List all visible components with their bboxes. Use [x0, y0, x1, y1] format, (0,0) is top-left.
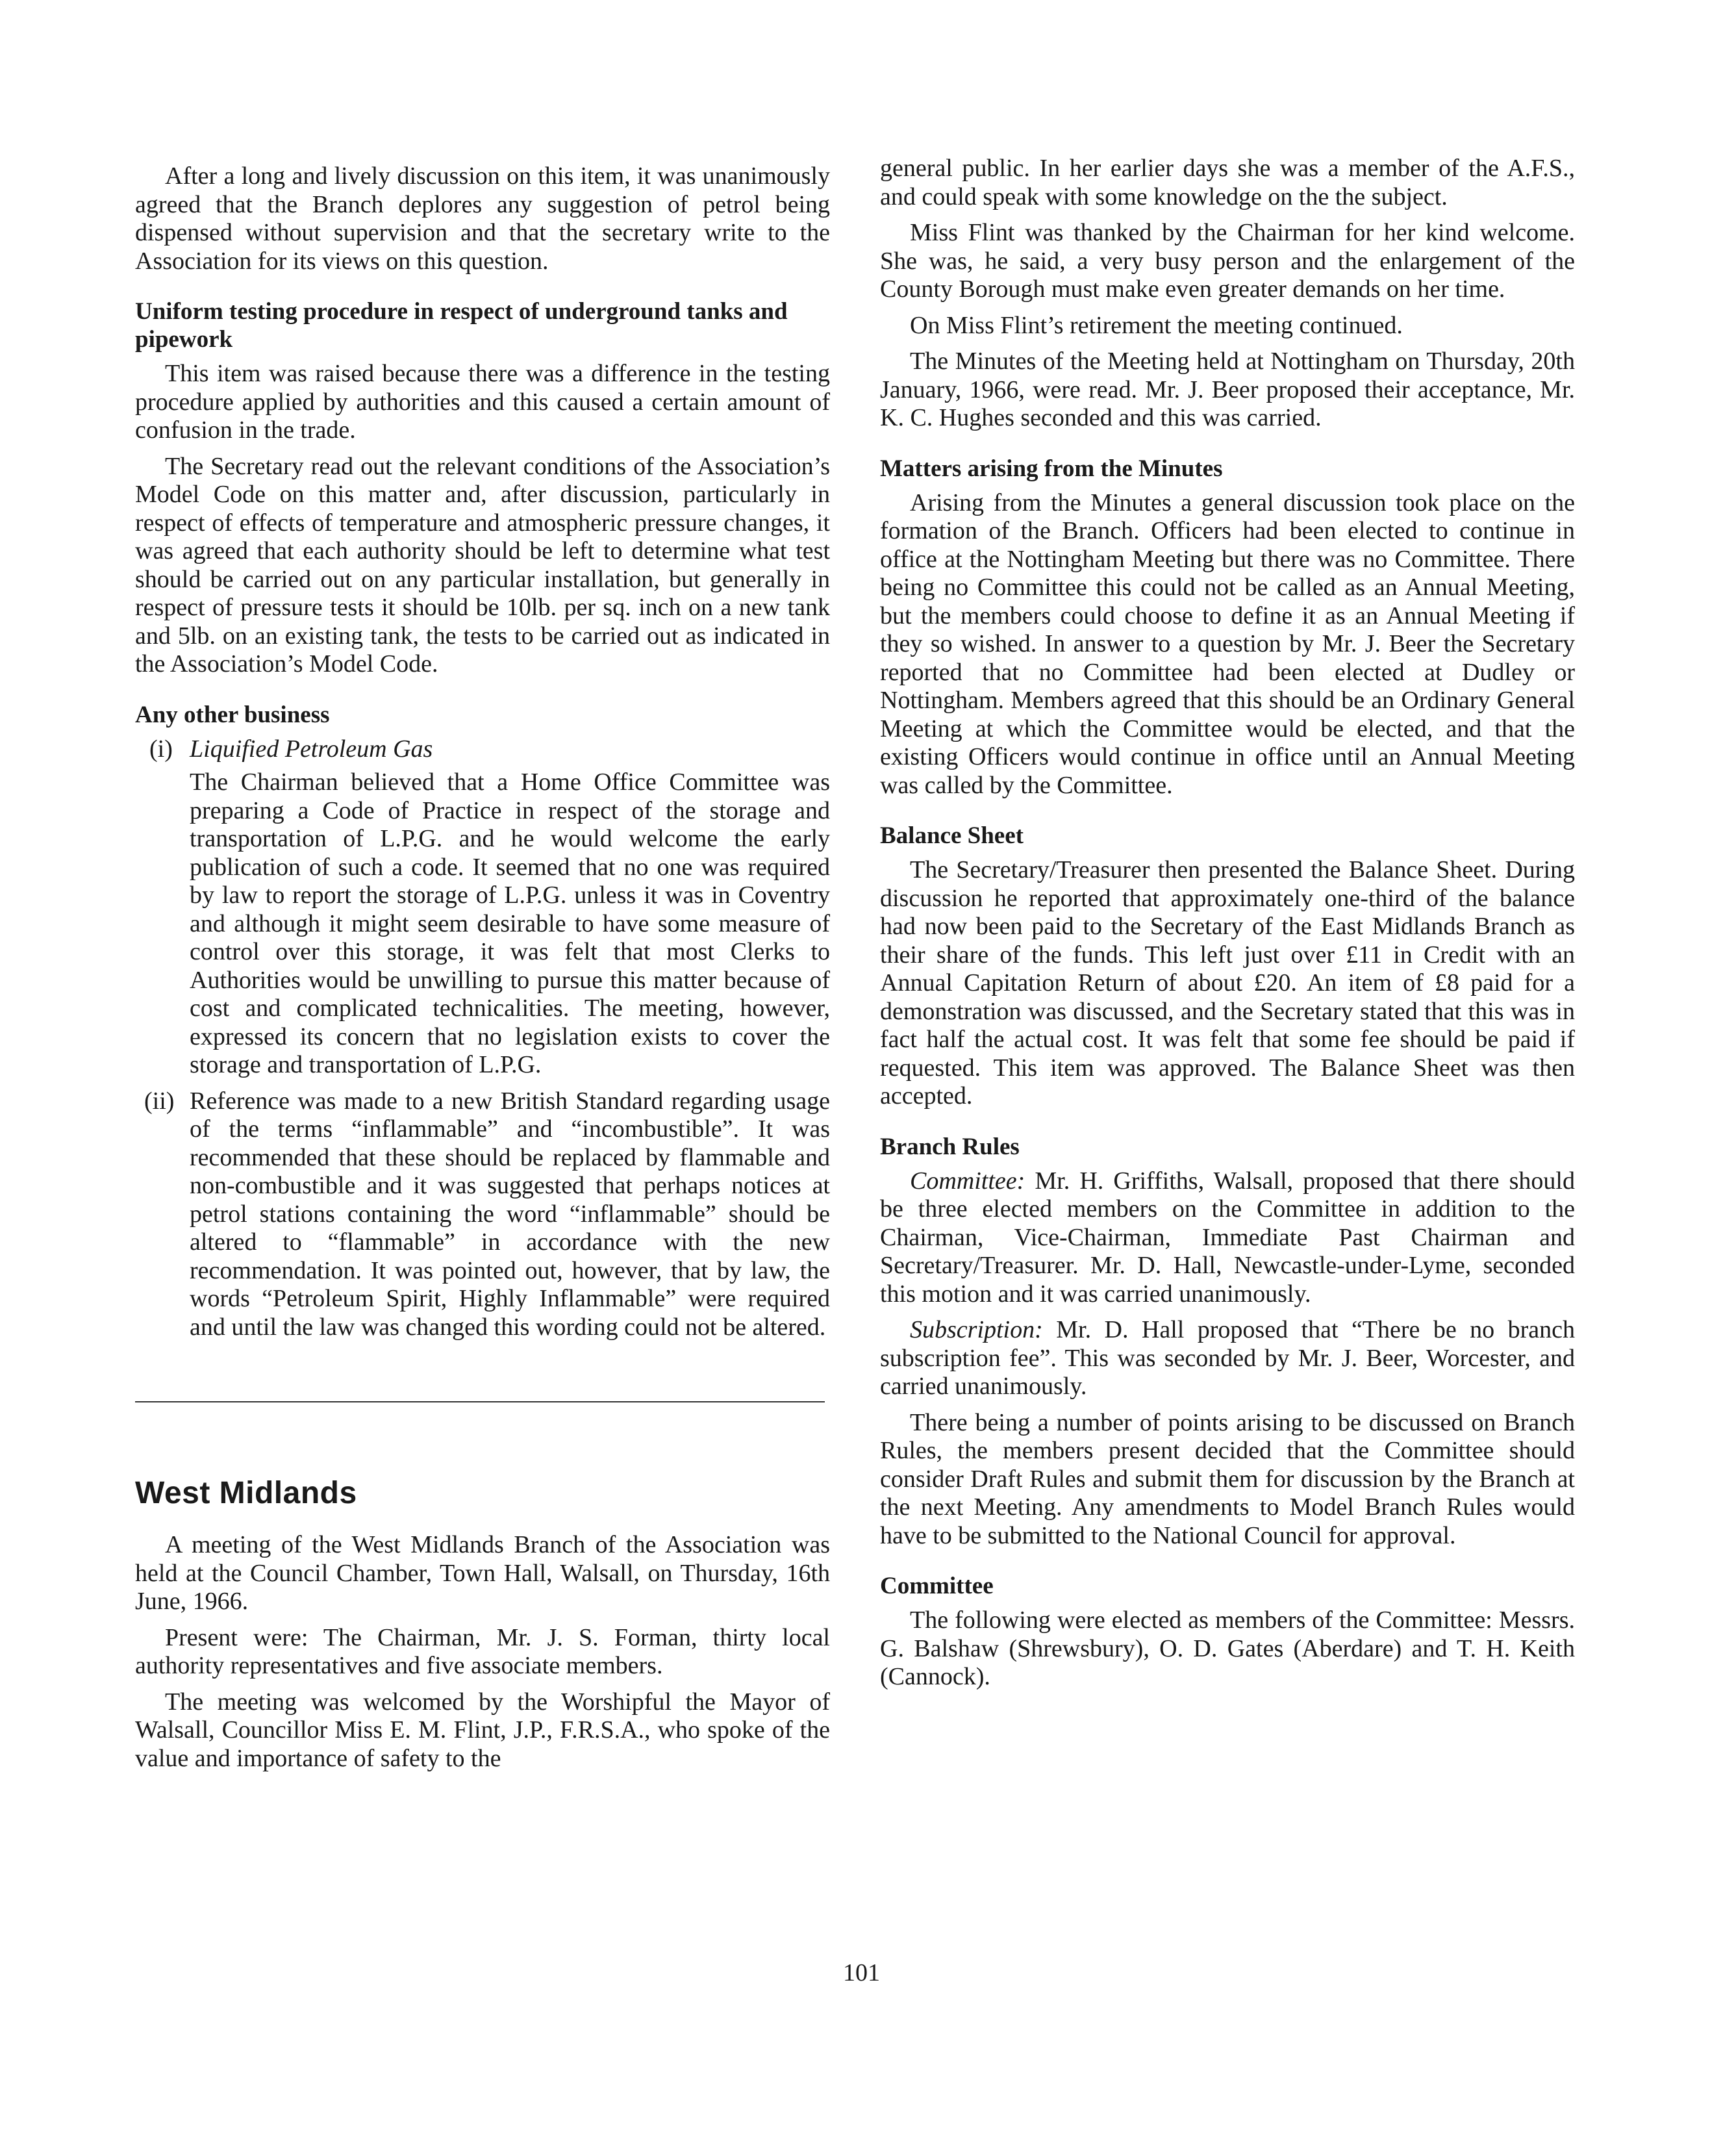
- paragraph: A meeting of the West Midlands Branch of the Association was held at the Council Chamber, Town Hall, Walsall, on Thursday, 16th June, 1966.: [135, 1531, 830, 1615]
- paragraph: general public. In her earlier days she was a member of the A.F.S., and could speak with some knowledge on the the subject.: [880, 155, 1575, 210]
- paragraph: On Miss Flint’s retirement the meeting continued.: [910, 311, 1403, 339]
- list-item-text: The Chairman believed that a Home Office Committee was preparing a Code of Practice in respect of the storage and transportation of L.P.G. and he would welcome the early publication of such a code. It seemed that no one was required by law to report the storage of L.P.G. unless it was in Coventry and although it might seem desirable to have some measure of control over this storage, it was felt that most Clerks to Authorities would be unwilling to pursue this matter because of cost and complicated technicalities. The meeting, however, expressed its concern that no legislation exists to cover the storage and transportation of L.P.G.: [190, 768, 830, 1078]
- heading-branch-rules: Branch Rules: [880, 1133, 1020, 1160]
- section-title-west-midlands: West Midlands: [135, 1476, 357, 1510]
- list-item-body: [190, 735, 830, 1080]
- left-column: [135, 162, 830, 1781]
- paragraph: [880, 1316, 1575, 1401]
- committee-text: Mr. H. Griffiths, Walsall, proposed that there should be three elected members on the Committee in addition to the Chairman, Vice-Chairman, Immediate Past Chairman and Secretary/Treasurer. Mr. D. Hall, Newcastle-under-Lyme, seconded this motion and it was carried unanimously.: [880, 1167, 1575, 1308]
- paragraph: The Secretary/Treasurer then presented the Balance Sheet. During discussion he reported that approximately one-third of the balance had now been paid to the Secretary of the East Midlands Branch as their share of the funds. This left just over £11 in Credit with an Annual Capitation Return of about £20. An item of £8 paid for a demonstration was discussed, and the Secretary stated that this was in fact half the actual cost. It was felt that some fee should be paid if requested. This item was approved. The Balance Sheet was then accepted.: [880, 856, 1575, 1110]
- heading-uniform-testing: Uniform testing procedure in respect of underground tanks and pipework: [135, 298, 788, 353]
- page-number: 101: [843, 1959, 880, 1986]
- list-item-text: Reference was made to a new British Standard regarding usage of the terms “inflammable” and “incombustible”. It was recommended that these should be replaced by flammable and non-combustible and it was suggested that perhaps notices at petrol stations containing the word “inflammable” should be altered to “flammable” in accordance with the new recommendation. It was pointed out, however, that by law, the words “Petroleum Spirit, Highly Inflammable” were required and until the law was changed this wording could not be altered.: [190, 1087, 830, 1341]
- committee-label: Committee:: [910, 1167, 1025, 1195]
- heading-balance-sheet: Balance Sheet: [880, 822, 1024, 849]
- paragraph: There being a number of points arising to be discussed on Branch Rules, the members present decided that the Committee should consider Draft Rules and submit them for discussion by the Branch at the next Meeting. Any amendments to Model Branch Rules would have to be submitted to the National Council for approval.: [880, 1408, 1575, 1549]
- section-divider: [135, 1401, 825, 1402]
- heading-other-business: Any other business: [135, 701, 330, 728]
- heading-committee: Committee: [880, 1573, 994, 1599]
- list-item-title: Liquified Petroleum Gas: [190, 735, 433, 763]
- list-item-number: (i): [149, 735, 173, 763]
- paragraph: The meeting was welcomed by the Worshipful the Mayor of Walsall, Councillor Miss E. M. Flint, J.P., F.R.S.A., who spoke of the value and importance of safety to the: [135, 1688, 830, 1772]
- right-column: [880, 155, 1575, 1699]
- list-item-ii: [135, 1087, 830, 1342]
- paragraph: Present were: The Chairman, Mr. J. S. Forman, thirty local authority representatives and five associate members.: [135, 1623, 830, 1679]
- list-item-body: [190, 1087, 830, 1342]
- paragraph: This item was raised because there was a difference in the testing procedure applied by authorities and this caused a certain amount of confusion in the trade.: [135, 360, 830, 444]
- paragraph: Arising from the Minutes a general discussion took place on the formation of the Branch. Officers had been elected to continue in office at the Nottingham Meeting but there was no Committee. There being no Committee this could not be called as an Annual Meeting, but the members could choose to define it as an Annual Meeting if they so wished. In answer to a question by Mr. J. Beer the Secretary reported that no Committee had been elected at Dudley or Nottingham. Members agreed that this should be an Ordinary General Meeting at which the Committee would be elected, and that the existing Officers would continue in office until an Annual Meeting was called by the Committee.: [880, 488, 1575, 799]
- subscription-label: Subscription:: [910, 1316, 1043, 1343]
- heading-matters-arising: Matters arising from the Minutes: [880, 455, 1223, 482]
- paragraph: The Secretary read out the relevant conditions of the Association’s Model Code on this matter and, after discussion, particularly in respect of effects of temperature and atmospheric pressure changes, it was agreed that each authority should be left to determine what test should be carried out on any particular installation, but generally in respect of pressure tests it should be 10lb. per sq. inch on a new tank and 5lb. on an existing tank, the tests to be carried out as indicated in the Association’s Model Code.: [135, 452, 830, 678]
- paragraph: The Minutes of the Meeting held at Nottingham on Thursday, 20th January, 1966, were read. Mr. J. Beer proposed their acceptance, Mr. K. C. Hughes seconded and this was carried.: [880, 348, 1575, 431]
- paragraph: Miss Flint was thanked by the Chairman for her kind welcome. She was, he said, a very busy person and the enlargement of the County Borough must make even greater demands on her time.: [880, 219, 1575, 303]
- subscription-text: Mr. D. Hall proposed that “There be no branch subscription fee”. This was seconded by Mr. J. Beer, Worcester, and carried unanimously.: [880, 1316, 1575, 1400]
- paragraph: The following were elected as members of the Committee: Messrs. G. Balshaw (Shrewsbury), O. D. Gates (Aberdare) and T. H. Keith (Cannock).: [880, 1606, 1575, 1690]
- list-item-number: (ii): [144, 1087, 175, 1115]
- list-item-i: [135, 735, 830, 1080]
- paragraph: After a long and lively discussion on this item, it was unanimously agreed that the Branch deplores any suggestion of petrol being dispensed without supervision and that the secretary write to the Association for its views on this question.: [135, 162, 830, 275]
- paragraph: [880, 1167, 1575, 1309]
